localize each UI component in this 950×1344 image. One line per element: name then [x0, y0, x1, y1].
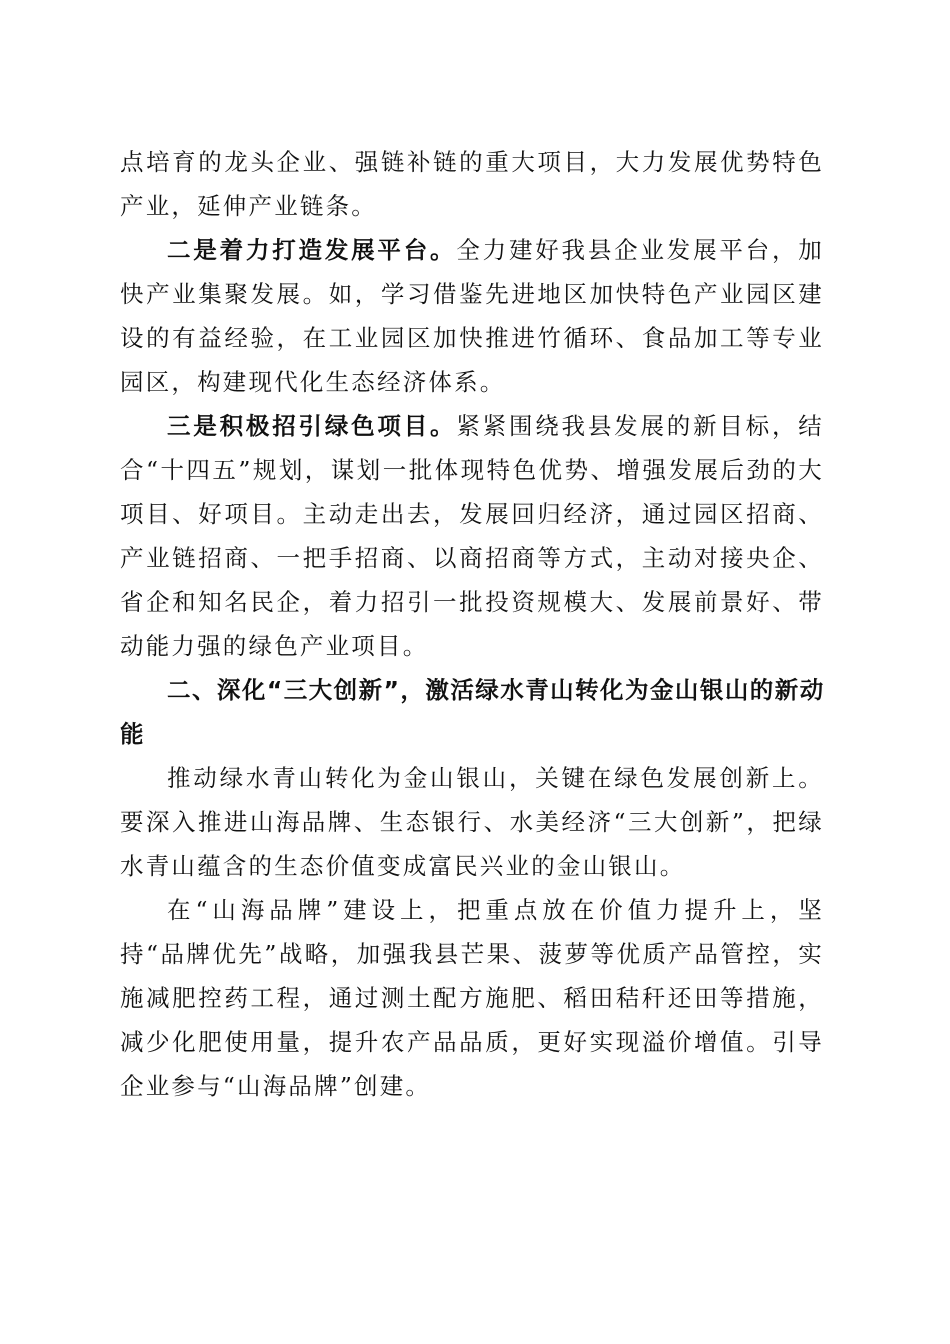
paragraph-continuation	[120, 140, 824, 228]
paragraph-text: 点培育的龙头企业、强链补链的重大项目，大力发展优势特色产业，延伸产业链条。	[120, 148, 824, 220]
paragraph-text: 全力建好我县企业发展平台，加快产业集聚发展。如，学习借鉴先进地区加快特色产业园区建设的有益经验，在工业园区加快推进竹循环、食品加工等专业园区，构建现代化生态经济体系。	[120, 236, 824, 396]
paragraph-green-projects	[120, 404, 824, 668]
paragraph-text: 紧紧围绕我县发展的新目标，结合“十四五”规划，谋划一批体现特色优势、增强发展后劲的大项目、好项目。主动走出去，发展回归经济，通过园区招商、产业链招商、一把手招商、以商招商等方式，主动对接央企、省企和知名民企，着力招引一批投资规模大、发展前景好、带动能力强的绿色产业项目。	[120, 412, 824, 660]
paragraph-lead: 三是积极招引绿色项目。	[167, 412, 457, 440]
paragraph-development-platform	[120, 228, 824, 404]
section-heading: 二、深化“三大创新”，激活绿水青山转化为金山银山的新动能	[120, 676, 824, 748]
paragraph-brand	[120, 888, 824, 1108]
paragraph-lead: 二是着力打造发展平台。	[167, 236, 457, 264]
paragraph-innovation	[120, 756, 824, 888]
paragraph-text: 在“山海品牌”建设上，把重点放在价值力提升上，坚持“品牌优先”战略，加强我县芒果、菠萝等优质产品管控，实施减肥控药工程，通过测土配方施肥、稻田秸秆还田等措施，减少化肥使用量，提升农产品品质，更好实现溢价增值。引导企业参与“山海品牌”创建。	[120, 896, 824, 1100]
paragraph-text: 推动绿水青山转化为金山银山，关键在绿色发展创新上。要深入推进山海品牌、生态银行、水美经济“三大创新”，把绿水青山蕴含的生态价值变成富民兴业的金山银山。	[120, 764, 824, 880]
document-page	[120, 140, 824, 1108]
